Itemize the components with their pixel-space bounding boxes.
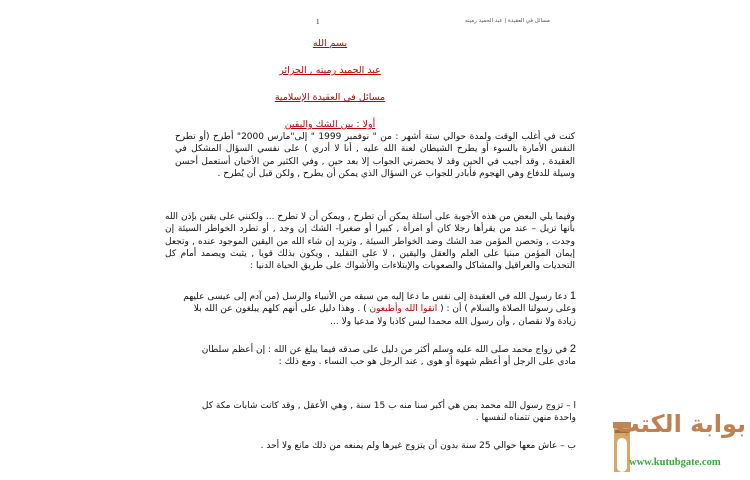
logo-url: www.kutubgate.com <box>629 457 721 468</box>
running-title: مسائل في العقيدة | عبد الحميد رميته <box>464 18 550 24</box>
heading-basmala: بسم الله <box>312 38 348 49</box>
logo-arabic-text: بوابة الكتب <box>615 410 746 438</box>
heading-title: مسائل في العقيدة الإسلامية <box>274 92 386 103</box>
item-text: عاش معها حوالي 25 سنة بدون أن يتزوج غيرها ولم يمنعه من ذلك مانع ولا أحد . <box>260 441 558 451</box>
item-number: 1 <box>569 290 576 302</box>
item-text: دعا رسول الله في العقيدة إلى نفس ما دعا إليه من سبقه من الأنبياء والرسل (من آدم إلى عيسى عليهم وعلى رسولنا الصلاة والسلام ) أن : ( <box>183 292 576 315</box>
item-text: تزوج رسول الله محمد بمن هي أكبر سنا منه ب 15 سنة , وهي الأعقل , وقد كانت شابات مكة كل واحدة منهن تتمناه لنفسها . <box>201 401 576 424</box>
item-label: ا – <box>566 401 576 411</box>
quran-quote: اتقوا الله وأطيعون <box>366 304 438 315</box>
list-item-2 <box>198 343 576 369</box>
page-number: 1 <box>316 18 320 26</box>
list-item-1 <box>178 290 576 328</box>
item-text: في زواج محمد صلى الله عليه وسلم أكثر من دليل على صدقه فيما يبلغ عن الله : إن أعظم سلطان مادي على الرجل أو أعظم شهوة أو هوى , عند الرجل هو حب النساء . ومع ذلك : <box>201 345 576 368</box>
list-item-b <box>196 440 576 452</box>
list-item-a <box>196 400 576 425</box>
heading-author: عبد الحميد رميته , الجزائر <box>279 65 381 76</box>
item-text-after: ) . وهذا دليل على أنهم كلهم يبلغون عن الله بلا زيادة ولا نقصان , وأن رسول الله محمدا ليس كاذبا ولا مدعيا ولا ... <box>193 304 576 327</box>
paragraph-answers: وفيما يلي البعض من هذه الأجوبة على أسئلة يمكن أن تطرح , ويمكن أن لا تطرح ... ولكنني على يقين بإذن الله بأنها تزيل – عند من يقرأها رجلا كان أو امرأة , كبيرا أو صغيرا- الشك إن وجد , أو تطرد الخواطر السيئة إن وجدت , وتحصن المؤمن ضد الشك وضد الخواطر السيئة , وتزيد إن شاء الله من اليقين الموجود عنده , وتجعل إيمان المؤمن مبنيا على العلم والعقل واليقين , لا على التقليد , ويكون بذلك قويا , يثبت ويصمد أمام كل التحديات والعراقيل والمشاكل والصعوبات والإبتلاءات والأشواك على طريق الحياة الدنيا : <box>165 212 575 272</box>
item-label: ب – <box>560 441 576 451</box>
paragraph-intro: كنت في أغلب الوقت ولمدة حوالي ستة أشهر : من " نوفمبر 1999 " إلى"مارس 2000" أطرح (أو تطرح النفس الأمارة بالسوء أو يطرح الشيطان لعنة الله عليه , أنا لا أدري ) على نفسي السؤال المشكل في العقيدة , وقد أجيب في الحين وقد لا يحضرني الجواب إلا بعد حين , وفي الكثير من الأحيان أستعمل أحسن وسيلة للدفاع وهي الهجوم فأبادر للجواب عن السؤال الذي يمكن أن يطرح , ولكن قبل أن يُطرح . <box>175 132 575 179</box>
item-number: 2 <box>569 343 576 355</box>
kutubgate-logo <box>613 410 748 476</box>
heading-section: أولا : بين الشك واليقين <box>284 119 376 130</box>
